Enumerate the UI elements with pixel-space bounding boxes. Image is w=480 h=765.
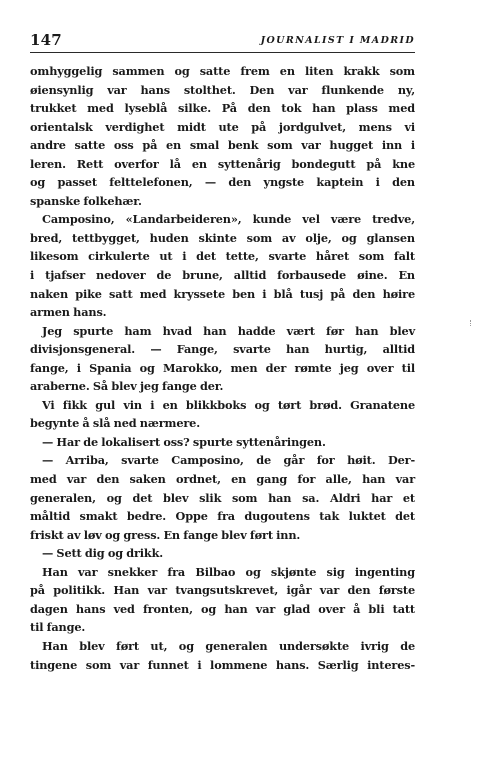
- text-line: Han blev ført ut, og generalen undersøkte ivrig de: [42, 638, 415, 653]
- text-line: fange, i Spania og Marokko, men der rømte jeg over til: [30, 360, 415, 375]
- text-line: orientalsk verdighet midt ute på jordgulvet, mens vi: [30, 119, 415, 134]
- text-line: — Sett dig og drikk.: [42, 546, 164, 561]
- text-line: i tjafser nedover de brune, alltid forbausede øine. En: [30, 268, 415, 283]
- text-line: divisjonsgeneral. — Fange, svarte han hurtig, alltid: [30, 342, 415, 357]
- text-line: armen hans.: [30, 305, 107, 320]
- text-line: trukket med lyseblå silke. På den tok han plass med: [30, 101, 415, 116]
- running-title: JOURNALIST I MADRID: [260, 35, 415, 46]
- text-line: friskt av løv og gress. En fange blev ført inn.: [30, 527, 301, 542]
- margin-mark: [470, 320, 473, 326]
- text-line: Vi fikk gul vin i en blikkboks og tørt brød. Granatene: [42, 397, 415, 412]
- text-line: leren. Rett overfor lå en syttenårig bondegutt på kne: [30, 156, 415, 171]
- body-text: [30, 62, 415, 674]
- text-line: tingene som var funnet i lommene hans. Særlig interes-: [30, 657, 415, 672]
- text-line: omhyggelig sammen og satte frem en liten krakk som: [30, 64, 415, 78]
- text-line: naken pike satt med kryssete ben i blå tusj på den høire: [30, 286, 415, 301]
- text-line: araberne. Så blev jeg fange der.: [30, 379, 224, 394]
- text-line: dagen hans ved fronten, og han var glad over å bli tatt: [30, 601, 415, 616]
- text-line: øiensynlig var hans stolthet. Den var flunkende ny,: [30, 82, 415, 97]
- page-header: [30, 30, 415, 53]
- text-line: bred, tettbygget, huden skinte som av olje, og glansen: [30, 230, 415, 245]
- text-line: måltid smakt bedre. Oppe fra dugoutens tak luktet det: [30, 509, 415, 524]
- text-line: — Arriba, svarte Camposino, de går for høit. Der-: [42, 453, 415, 468]
- text-line: spanske folkehær.: [30, 193, 142, 208]
- text-line: Han var snekker fra Bilbao og skjønte sig ingenting: [42, 564, 415, 579]
- text-line: begynte å slå ned nærmere.: [30, 416, 200, 431]
- text-line: — Har de lokalisert oss? spurte syttenåringen.: [42, 434, 326, 449]
- text-line: andre satte oss på en smal benk som var hugget inn i: [30, 138, 415, 153]
- text-line: likesom cirkulerte ut i det tette, svarte håret som falt: [30, 249, 415, 264]
- text-line: Camposino, «Landarbeideren», kunde vel være tredve,: [42, 212, 415, 227]
- text-line: Jeg spurte ham hvad han hadde vært før han blev: [42, 323, 415, 338]
- text-line: generalen, og det blev slik som han sa. Aldri har et: [30, 490, 415, 505]
- text-line: på politikk. Han var tvangsutskrevet, igår var den første: [30, 583, 415, 598]
- text-line: med var den saken ordnet, en gang for alle, han var: [30, 472, 415, 487]
- text-line: og passet felttelefonen, — den yngste kaptein i den: [30, 175, 415, 190]
- text-line: til fange.: [30, 620, 86, 635]
- page-number: 147: [30, 31, 62, 49]
